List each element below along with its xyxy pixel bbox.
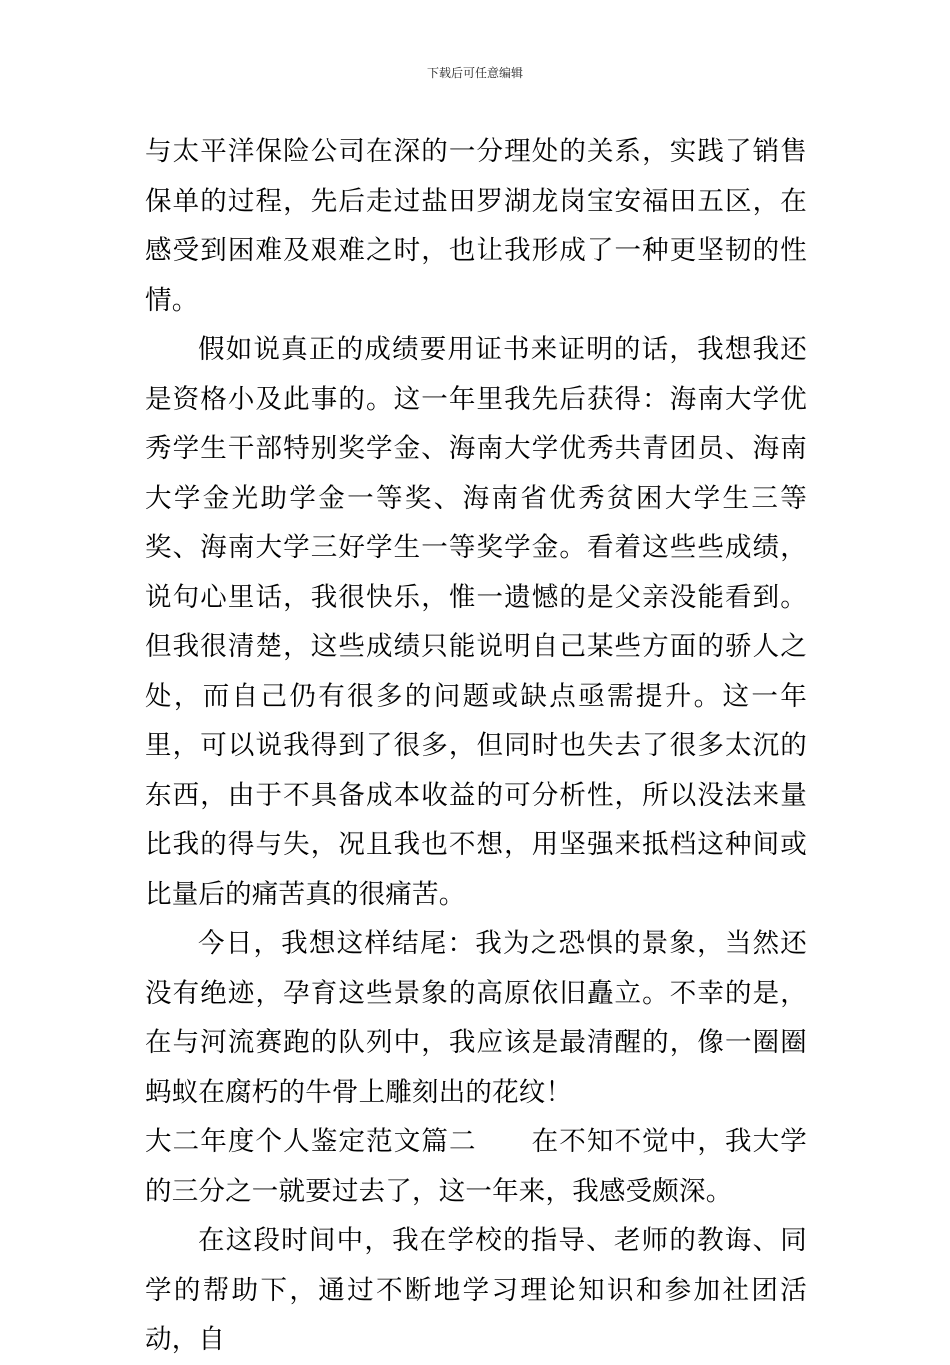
paragraph-3: 今日，我想这样结尾：我为之恐惧的景象，当然还没有绝迹，孕育这些景象的高原依旧矗立。不幸的是，在与河流赛跑的队列中，我应该是最清醒的，像一圈圈蚂蚁在腐朽的牛骨上雕刻出的花纹！ — [145, 928, 807, 1108]
paragraph-4 — [145, 1117, 807, 1216]
paragraph-2: 假如说真正的成绩要用证书来证明的话，我想我还是资格小及此事的。这一年里我先后获得：海南大学优秀学生干部特别奖学金、海南大学优秀共青团员、海南大学金光助学金一等奖、海南省优秀贫困大学生三等奖、海南大学三好学生一等奖学金。看着这些些成绩，说句心里话，我很快乐，惟一遗憾的是父亲没能看到。但我很清楚，这些成绩只能说明自己某些方面的骄人之处，而自己仍有很多的问题或缺点亟需提升。这一年里，可以说我得到了很多，但同时也失去了很多太沉的东西，由于不具备成本收益的可分析性，所以没法来量比我的得与失，况且我也不想，用坚强来抵档这种间或比量后的痛苦真的很痛苦。 — [145, 334, 807, 910]
paragraph-1: 与太平洋保险公司在深的一分理处的关系，实践了销售保单的过程，先后走过盐田罗湖龙岗宝安福田五区，在感受到困难及艰难之时，也让我形成了一种更坚韧的性情。 — [145, 136, 807, 316]
section-heading: 大二年度个人鉴定范文篇二 — [145, 1126, 477, 1157]
paragraph-5: 在这段时间中，我在学校的指导、老师的教诲、同学的帮助下，通过不断地学习理论知识和参加社团活动，自 — [145, 1225, 807, 1355]
paragraph-4-text: 在不知不觉中，我大学的三分之一就要过去了，这一年来，我感受颇深。 — [145, 1126, 808, 1207]
document-body — [145, 127, 807, 1365]
page-header: 下载后可任意编辑 — [426, 66, 523, 80]
